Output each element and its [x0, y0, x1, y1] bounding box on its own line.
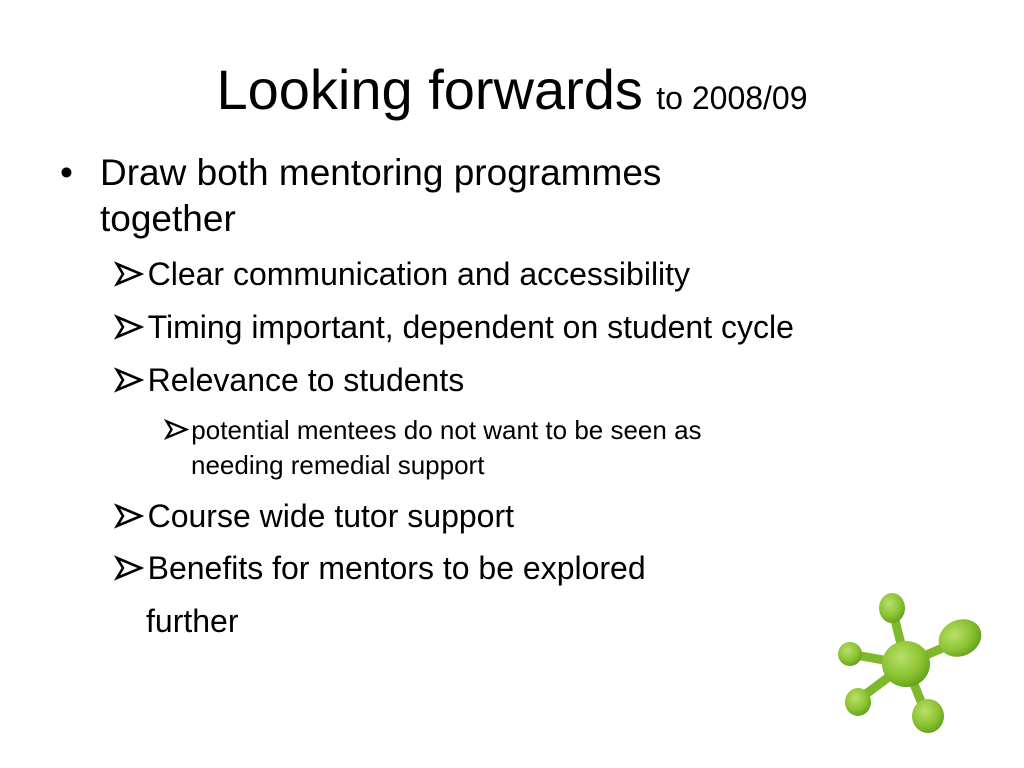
- sub-item-5: [114, 552, 646, 584]
- sub-item-4: [114, 500, 514, 532]
- arrow-bullet-icon: [114, 502, 148, 530]
- sub-sub-item-1: [164, 417, 702, 443]
- sub-sub-item-1-text: potential mentees do not want to be seen as: [191, 415, 702, 445]
- sub-item-2-text: Timing important, dependent on student cycle: [147, 309, 794, 345]
- sub-item-5-continuation: further: [146, 603, 239, 639]
- arrow-bullet-icon: [114, 554, 148, 582]
- slide-title: [0, 58, 1024, 121]
- bullet-1-text: Draw both mentoring programmes: [100, 152, 662, 193]
- sub-item-1-text: Clear communication and accessibility: [147, 256, 691, 292]
- arrow-bullet-icon: [114, 366, 148, 394]
- sub-item-4-text: Course wide tutor support: [147, 498, 514, 534]
- bullet-1-continuation: together: [100, 198, 236, 239]
- sub-item-5-text: Benefits for mentors to be explored: [147, 550, 646, 586]
- bullet-dot-icon: •: [60, 152, 73, 193]
- sub-item-3: [114, 364, 464, 396]
- sub-sub-item-1-continuation: needing remedial support: [191, 450, 485, 480]
- sub-item-1: [114, 258, 690, 290]
- title-sub: to 2008/09: [656, 80, 808, 116]
- sub-item-3-text: Relevance to students: [147, 362, 465, 398]
- arrow-bullet-icon: [164, 418, 191, 441]
- sub-item-2: [114, 311, 794, 343]
- title-main: Looking forwards: [216, 58, 643, 121]
- molecule-logo-icon: [834, 584, 984, 754]
- arrow-bullet-icon: [114, 260, 148, 288]
- arrow-bullet-icon: [114, 313, 148, 341]
